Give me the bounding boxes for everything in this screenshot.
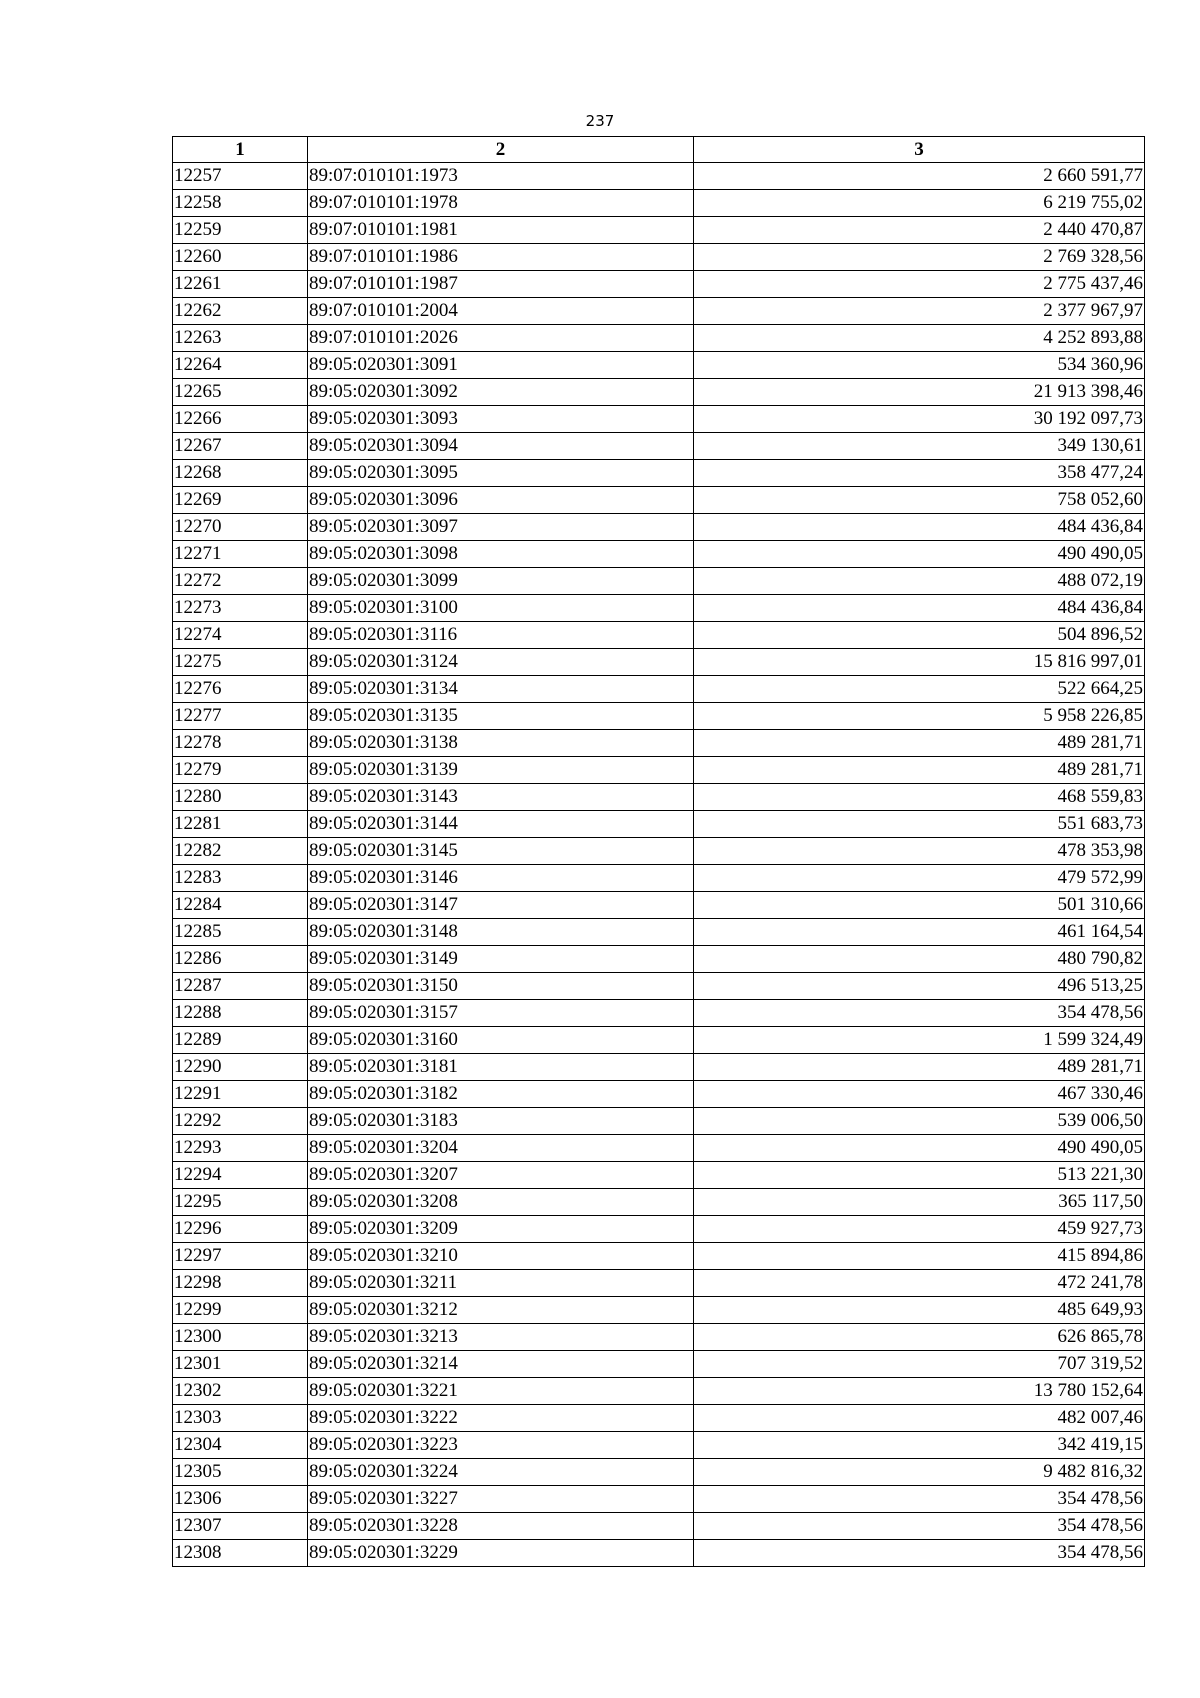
header-row <box>173 137 1145 163</box>
row-number-cell: 12258 <box>173 190 308 217</box>
cadastral-number-cell: 89:05:020301:3100 <box>308 595 694 622</box>
cadastral-number-cell: 89:07:010101:1981 <box>308 217 694 244</box>
row-number-cell: 12259 <box>173 217 308 244</box>
row-number-cell: 12302 <box>173 1378 308 1405</box>
table-row <box>173 244 1145 271</box>
cadastral-number-cell: 89:05:020301:3211 <box>308 1270 694 1297</box>
value-cell: 9 482 816,32 <box>694 1459 1145 1486</box>
value-cell: 490 490,05 <box>694 1135 1145 1162</box>
value-cell: 480 790,82 <box>694 946 1145 973</box>
table-row <box>173 973 1145 1000</box>
table-row <box>173 622 1145 649</box>
table-row <box>173 676 1145 703</box>
value-cell: 30 192 097,73 <box>694 406 1145 433</box>
value-cell: 354 478,56 <box>694 1540 1145 1567</box>
row-number-cell: 12307 <box>173 1513 308 1540</box>
cadastral-number-cell: 89:05:020301:3093 <box>308 406 694 433</box>
value-cell: 459 927,73 <box>694 1216 1145 1243</box>
cadastral-number-cell: 89:05:020301:3183 <box>308 1108 694 1135</box>
cadastral-number-cell: 89:05:020301:3139 <box>308 757 694 784</box>
row-number-cell: 12295 <box>173 1189 308 1216</box>
row-number-cell: 12261 <box>173 271 308 298</box>
value-cell: 354 478,56 <box>694 1513 1145 1540</box>
row-number-cell: 12291 <box>173 1081 308 1108</box>
cadastral-number-cell: 89:05:020301:3134 <box>308 676 694 703</box>
cadastral-number-cell: 89:05:020301:3224 <box>308 1459 694 1486</box>
table-row <box>173 514 1145 541</box>
value-cell: 758 052,60 <box>694 487 1145 514</box>
cadastral-number-cell: 89:05:020301:3091 <box>308 352 694 379</box>
value-cell: 479 572,99 <box>694 865 1145 892</box>
table-row <box>173 1459 1145 1486</box>
cadastral-number-cell: 89:05:020301:3208 <box>308 1189 694 1216</box>
value-cell: 539 006,50 <box>694 1108 1145 1135</box>
row-number-cell: 12265 <box>173 379 308 406</box>
cadastral-number-cell: 89:05:020301:3135 <box>308 703 694 730</box>
cadastral-number-cell: 89:05:020301:3143 <box>308 784 694 811</box>
row-number-cell: 12272 <box>173 568 308 595</box>
value-cell: 467 330,46 <box>694 1081 1145 1108</box>
value-cell: 2 377 967,97 <box>694 298 1145 325</box>
table-row <box>173 1054 1145 1081</box>
row-number-cell: 12262 <box>173 298 308 325</box>
value-cell: 349 130,61 <box>694 433 1145 460</box>
cadastral-number-cell: 89:05:020301:3207 <box>308 1162 694 1189</box>
cadastral-number-cell: 89:05:020301:3209 <box>308 1216 694 1243</box>
table-row <box>173 649 1145 676</box>
value-cell: 461 164,54 <box>694 919 1145 946</box>
row-number-cell: 12280 <box>173 784 308 811</box>
table-row <box>173 190 1145 217</box>
value-cell: 501 310,66 <box>694 892 1145 919</box>
value-cell: 342 419,15 <box>694 1432 1145 1459</box>
column-header-2: 2 <box>308 137 694 163</box>
cadastral-number-cell: 89:05:020301:3124 <box>308 649 694 676</box>
value-cell: 489 281,71 <box>694 1054 1145 1081</box>
row-number-cell: 12281 <box>173 811 308 838</box>
value-cell: 488 072,19 <box>694 568 1145 595</box>
table-row <box>173 1351 1145 1378</box>
table-row <box>173 1297 1145 1324</box>
value-cell: 6 219 755,02 <box>694 190 1145 217</box>
table-row <box>173 1216 1145 1243</box>
cadastral-number-cell: 89:05:020301:3160 <box>308 1027 694 1054</box>
row-number-cell: 12298 <box>173 1270 308 1297</box>
table-row <box>173 1432 1145 1459</box>
value-cell: 485 649,93 <box>694 1297 1145 1324</box>
table-row <box>173 1081 1145 1108</box>
table-row <box>173 487 1145 514</box>
table-row <box>173 1405 1145 1432</box>
table-row <box>173 541 1145 568</box>
table-row <box>173 838 1145 865</box>
row-number-cell: 12277 <box>173 703 308 730</box>
value-cell: 13 780 152,64 <box>694 1378 1145 1405</box>
row-number-cell: 12269 <box>173 487 308 514</box>
row-number-cell: 12283 <box>173 865 308 892</box>
cadastral-number-cell: 89:05:020301:3148 <box>308 919 694 946</box>
row-number-cell: 12308 <box>173 1540 308 1567</box>
row-number-cell: 12270 <box>173 514 308 541</box>
table-row <box>173 1027 1145 1054</box>
table-row <box>173 1108 1145 1135</box>
cadastral-number-cell: 89:05:020301:3213 <box>308 1324 694 1351</box>
registry-table <box>172 136 1145 1567</box>
value-cell: 484 436,84 <box>694 595 1145 622</box>
value-cell: 478 353,98 <box>694 838 1145 865</box>
table-row <box>173 919 1145 946</box>
table-row <box>173 595 1145 622</box>
value-cell: 4 252 893,88 <box>694 325 1145 352</box>
table-row <box>173 298 1145 325</box>
value-cell: 415 894,86 <box>694 1243 1145 1270</box>
cadastral-number-cell: 89:05:020301:3095 <box>308 460 694 487</box>
row-number-cell: 12278 <box>173 730 308 757</box>
table-row <box>173 892 1145 919</box>
value-cell: 472 241,78 <box>694 1270 1145 1297</box>
cadastral-number-cell: 89:05:020301:3221 <box>308 1378 694 1405</box>
value-cell: 496 513,25 <box>694 973 1145 1000</box>
value-cell: 15 816 997,01 <box>694 649 1145 676</box>
cadastral-number-cell: 89:05:020301:3157 <box>308 1000 694 1027</box>
value-cell: 551 683,73 <box>694 811 1145 838</box>
cadastral-number-cell: 89:07:010101:1978 <box>308 190 694 217</box>
cadastral-number-cell: 89:05:020301:3150 <box>308 973 694 1000</box>
value-cell: 626 865,78 <box>694 1324 1145 1351</box>
value-cell: 484 436,84 <box>694 514 1145 541</box>
value-cell: 2 769 328,56 <box>694 244 1145 271</box>
cadastral-number-cell: 89:07:010101:1986 <box>308 244 694 271</box>
row-number-cell: 12266 <box>173 406 308 433</box>
cadastral-number-cell: 89:05:020301:3094 <box>308 433 694 460</box>
row-number-cell: 12282 <box>173 838 308 865</box>
cadastral-number-cell: 89:05:020301:3182 <box>308 1081 694 1108</box>
row-number-cell: 12286 <box>173 946 308 973</box>
row-number-cell: 12306 <box>173 1486 308 1513</box>
table-row <box>173 433 1145 460</box>
cadastral-number-cell: 89:05:020301:3147 <box>308 892 694 919</box>
table-row <box>173 946 1145 973</box>
cadastral-number-cell: 89:05:020301:3145 <box>308 838 694 865</box>
table-row <box>173 1324 1145 1351</box>
table-row <box>173 730 1145 757</box>
row-number-cell: 12288 <box>173 1000 308 1027</box>
cadastral-number-cell: 89:05:020301:3097 <box>308 514 694 541</box>
value-cell: 707 319,52 <box>694 1351 1145 1378</box>
table-row <box>173 217 1145 244</box>
table-row <box>173 379 1145 406</box>
row-number-cell: 12294 <box>173 1162 308 1189</box>
table-row <box>173 325 1145 352</box>
value-cell: 365 117,50 <box>694 1189 1145 1216</box>
row-number-cell: 12276 <box>173 676 308 703</box>
cadastral-number-cell: 89:05:020301:3223 <box>308 1432 694 1459</box>
table-header <box>173 137 1145 163</box>
table-row <box>173 1000 1145 1027</box>
cadastral-number-cell: 89:05:020301:3212 <box>308 1297 694 1324</box>
row-number-cell: 12293 <box>173 1135 308 1162</box>
page-number: 237 <box>585 112 615 130</box>
cadastral-number-cell: 89:05:020301:3214 <box>308 1351 694 1378</box>
value-cell: 489 281,71 <box>694 757 1145 784</box>
table-row <box>173 271 1145 298</box>
cadastral-number-cell: 89:05:020301:3229 <box>308 1540 694 1567</box>
table-body <box>173 163 1145 1567</box>
cadastral-number-cell: 89:05:020301:3116 <box>308 622 694 649</box>
value-cell: 2 440 470,87 <box>694 217 1145 244</box>
row-number-cell: 12267 <box>173 433 308 460</box>
cadastral-number-cell: 89:05:020301:3222 <box>308 1405 694 1432</box>
cadastral-number-cell: 89:05:020301:3228 <box>308 1513 694 1540</box>
table-row <box>173 757 1145 784</box>
row-number-cell: 12273 <box>173 595 308 622</box>
row-number-cell: 12275 <box>173 649 308 676</box>
table-row <box>173 1135 1145 1162</box>
row-number-cell: 12300 <box>173 1324 308 1351</box>
cadastral-number-cell: 89:05:020301:3227 <box>308 1486 694 1513</box>
cadastral-number-cell: 89:07:010101:2026 <box>308 325 694 352</box>
cadastral-number-cell: 89:07:010101:1973 <box>308 163 694 190</box>
table-row <box>173 406 1145 433</box>
value-cell: 5 958 226,85 <box>694 703 1145 730</box>
row-number-cell: 12264 <box>173 352 308 379</box>
row-number-cell: 12263 <box>173 325 308 352</box>
table-row <box>173 568 1145 595</box>
row-number-cell: 12271 <box>173 541 308 568</box>
value-cell: 468 559,83 <box>694 784 1145 811</box>
table-row <box>173 865 1145 892</box>
cadastral-number-cell: 89:05:020301:3144 <box>308 811 694 838</box>
table-row <box>173 1270 1145 1297</box>
value-cell: 489 281,71 <box>694 730 1145 757</box>
table-row <box>173 1243 1145 1270</box>
table-row <box>173 460 1145 487</box>
cadastral-number-cell: 89:05:020301:3098 <box>308 541 694 568</box>
cadastral-number-cell: 89:07:010101:2004 <box>308 298 694 325</box>
table-row <box>173 352 1145 379</box>
row-number-cell: 12257 <box>173 163 308 190</box>
value-cell: 21 913 398,46 <box>694 379 1145 406</box>
value-cell: 522 664,25 <box>694 676 1145 703</box>
cadastral-number-cell: 89:05:020301:3204 <box>308 1135 694 1162</box>
table-row <box>173 163 1145 190</box>
row-number-cell: 12285 <box>173 919 308 946</box>
value-cell: 354 478,56 <box>694 1486 1145 1513</box>
row-number-cell: 12292 <box>173 1108 308 1135</box>
value-cell: 354 478,56 <box>694 1000 1145 1027</box>
table-row <box>173 1486 1145 1513</box>
row-number-cell: 12287 <box>173 973 308 1000</box>
table-row <box>173 1513 1145 1540</box>
value-cell: 358 477,24 <box>694 460 1145 487</box>
row-number-cell: 12301 <box>173 1351 308 1378</box>
cadastral-number-cell: 89:05:020301:3146 <box>308 865 694 892</box>
table-row <box>173 1162 1145 1189</box>
table-row <box>173 1378 1145 1405</box>
row-number-cell: 12274 <box>173 622 308 649</box>
table-row <box>173 1540 1145 1567</box>
row-number-cell: 12284 <box>173 892 308 919</box>
table-row <box>173 811 1145 838</box>
column-header-1: 1 <box>173 137 308 163</box>
cadastral-number-cell: 89:05:020301:3181 <box>308 1054 694 1081</box>
cadastral-number-cell: 89:05:020301:3092 <box>308 379 694 406</box>
value-cell: 490 490,05 <box>694 541 1145 568</box>
value-cell: 2 660 591,77 <box>694 163 1145 190</box>
row-number-cell: 12268 <box>173 460 308 487</box>
cadastral-number-cell: 89:05:020301:3096 <box>308 487 694 514</box>
value-cell: 504 896,52 <box>694 622 1145 649</box>
value-cell: 513 221,30 <box>694 1162 1145 1189</box>
row-number-cell: 12305 <box>173 1459 308 1486</box>
value-cell: 482 007,46 <box>694 1405 1145 1432</box>
cadastral-number-cell: 89:05:020301:3149 <box>308 946 694 973</box>
table-row <box>173 703 1145 730</box>
row-number-cell: 12260 <box>173 244 308 271</box>
column-header-3: 3 <box>694 137 1145 163</box>
row-number-cell: 12290 <box>173 1054 308 1081</box>
row-number-cell: 12297 <box>173 1243 308 1270</box>
row-number-cell: 12299 <box>173 1297 308 1324</box>
cadastral-number-cell: 89:07:010101:1987 <box>308 271 694 298</box>
value-cell: 2 775 437,46 <box>694 271 1145 298</box>
cadastral-number-cell: 89:05:020301:3099 <box>308 568 694 595</box>
row-number-cell: 12296 <box>173 1216 308 1243</box>
row-number-cell: 12304 <box>173 1432 308 1459</box>
table-row <box>173 1189 1145 1216</box>
row-number-cell: 12289 <box>173 1027 308 1054</box>
row-number-cell: 12303 <box>173 1405 308 1432</box>
value-cell: 1 599 324,49 <box>694 1027 1145 1054</box>
cadastral-number-cell: 89:05:020301:3210 <box>308 1243 694 1270</box>
value-cell: 534 360,96 <box>694 352 1145 379</box>
cadastral-number-cell: 89:05:020301:3138 <box>308 730 694 757</box>
table-row <box>173 784 1145 811</box>
row-number-cell: 12279 <box>173 757 308 784</box>
